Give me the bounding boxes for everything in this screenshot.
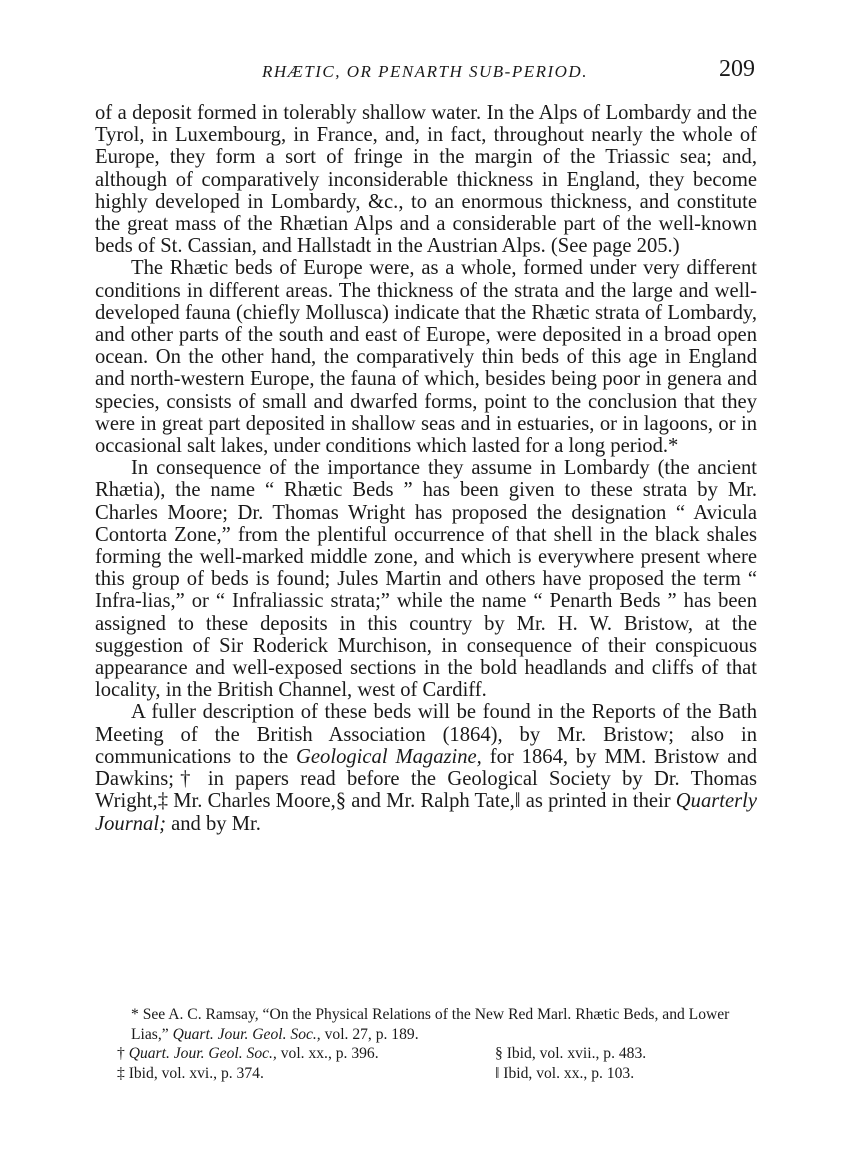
footnotes [95,1005,757,1083]
paragraph-fuller-description [95,701,757,834]
running-title: RHÆTIC, OR PENARTH SUB-PERIOD. [262,62,588,81]
footnote-row [95,1044,757,1064]
footnote-dagger [95,1044,495,1064]
footnote-parallel: ‖ Ibid, vol. xx., p. 103. [495,1064,635,1082]
footnote-journal: Quart. Jour. Geol. Soc., [128,1045,277,1062]
footnote-section: § Ibid, vol. xvii., p. 483. [495,1045,647,1062]
paragraph-rhaetic-beds: The Rhætic beds of Europe were, as a whole, formed under very different conditions in different areas. The thickness of the strata and the large and well-developed fauna (chiefly Mollusca) indicate that the Rhætic strata of Lombardy, and other parts of the south and east of Europe, were deposited in a broad open ocean. On the other hand, the comparatively thin beds of this age in England and north-western Europe, the fauna of which, besides being poor in genera and species, consists of small and dwarfed forms, point to the conclusion that they were in great part deposited in shallow seas and in estuaries, or in lagoons, or in occasional salt lakes, under conditions which lasted for a long period.* [95,257,757,458]
footnote-double-dagger: ‡ Ibid, vol. xvi., p. 374. [117,1064,264,1082]
body-text [95,102,757,835]
journal-title: Quarterly Journal; [95,790,757,835]
footnote-ramsay [95,1005,757,1044]
paragraph-text: and by Mr. [165,812,261,835]
footnote-row [95,1064,757,1084]
paragraph-continued: of a deposit formed in tolerably shallow water. In the Alps of Lombardy and the Tyrol, in Luxembourg, in France, and, in fact, throughout nearly the whole of Europe, they form a sort of fringe in the margin of the Triassic sea; and, although of comparatively inconsiderable thickness in England, they become highly developed in Lombardy, &c., to an enormous thickness, and constitute the great mass of the Rhætian Alps and a considerable part of the well-known beds of St. Cassian, and Hallstadt in the Austrian Alps. (See page 205.) [95,102,757,258]
journal-title: Geological Magazine, [296,745,482,768]
footnote-text: vol. xx., p. 396. [276,1045,379,1062]
page-number: 209 [719,56,755,82]
paragraph-text: A fuller description of these beds will be found in the Reports of the Bath Meeting of the British Association (1864), by Mr. Bristow; also in communications to the [95,701,757,768]
paragraph-naming: In consequence of the importance they assume in Lombardy (the ancient Rhætia), the name “ Rhætic Beds ” has been given to these strata by Mr. Charles Moore; Dr. Thomas Wright has proposed the designation “ Avicula Contorta Zone,” from the plentiful occurrence of that shell in the black shales forming the well-marked middle zone, and which is everywhere present where this group of beds is found; Jules Martin and others have proposed the term “ Infra-lias,” or “ Infraliassic strata;” while the name “ Penarth Beds ” has been assigned to these deposits in this country by Mr. H. W. Bristow, at the suggestion of Sir Roderick Murchison, in consequence of their conspicuous appearance and well-exposed sections in the bold headlands and cliffs of that locality, in the British Channel, west of Cardiff. [95,457,757,702]
footnote-journal: Quart. Jour. Geol. Soc., [172,1025,321,1043]
page-header [95,56,755,88]
paragraph-text: for 1864, by MM. Bristow and Dawkins;† in papers read before the Geological Society by Dr. Thomas Wright,‡ Mr. Charles Moore,§ and Mr. Ralph Tate,‖ as printed in their [95,745,757,813]
footnote-text: * See A. C. Ramsay, “On the Physical Relations of the New Red Marl. Rhætic Beds, and Lower Lias,” [131,1006,730,1043]
footnote-text: vol. 27, p. 189. [320,1025,419,1043]
footnote-mark: † [117,1045,129,1062]
